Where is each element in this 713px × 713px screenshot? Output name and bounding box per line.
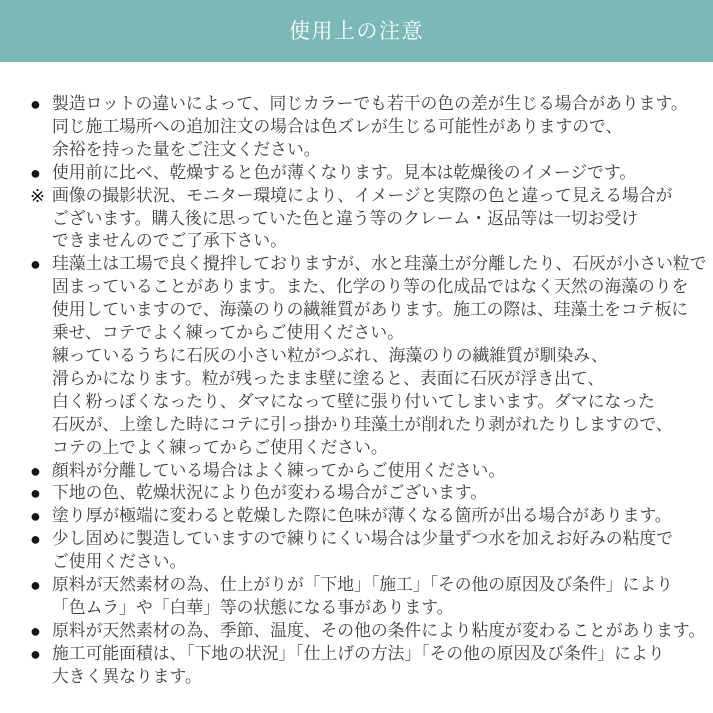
note-line: 珪藻土は工場で良く攪拌しておりますが、水と珪藻土が分離したり、石灰が小さい粒で xyxy=(52,254,707,274)
note-item xyxy=(30,482,713,505)
note-line: できませんのでご了承下さい。 xyxy=(52,231,287,251)
note-item xyxy=(30,528,713,574)
note-line: 少し固めに製造していますので練りにくい場合は少量ずつ水を加えお好みの粘度で xyxy=(52,529,673,549)
note-line: 練っているうちに石灰の小さい粒がつぶれ、海藻のりの繊維質が馴染み、 xyxy=(52,345,608,365)
note-item xyxy=(30,93,713,162)
note-line: 使用前に比べ、乾燥すると色が薄くなります。見本は乾燥後のイメージです。 xyxy=(52,162,637,182)
note-item xyxy=(30,185,713,254)
note-text xyxy=(52,620,713,643)
note-item xyxy=(30,505,713,528)
note-line: 塗り厚が極端に変わると乾燥した際に色味が薄くなる箇所が出る場合があります。 xyxy=(52,506,672,526)
notes-list xyxy=(0,62,713,689)
note-text xyxy=(52,505,713,528)
note-marker: ● xyxy=(30,643,41,664)
note-marker: ● xyxy=(30,575,41,596)
note-text xyxy=(52,482,713,505)
page-title: 使用上の注意 xyxy=(289,19,424,43)
note-item xyxy=(30,620,713,643)
note-marker: ● xyxy=(30,620,41,641)
note-text xyxy=(52,162,713,185)
note-text xyxy=(52,643,713,689)
note-line: 原料が天然素材の為、仕上がりが「下地」「施工」「その他の原因及び条件」により xyxy=(52,575,673,595)
note-line: 「色ムラ」や「白華」等の状態になる事があります。 xyxy=(52,597,454,617)
note-marker: ● xyxy=(30,254,41,275)
note-line: ご使用ください。 xyxy=(52,552,187,572)
note-line: コテの上でよく練ってからご使用ください。 xyxy=(52,437,388,457)
note-line: 原料が天然素材の為、季節、温度、その他の条件により粘度が変わることがあります。 xyxy=(52,620,706,640)
note-marker: ● xyxy=(30,460,41,481)
note-text xyxy=(52,185,713,254)
note-line: 同じ施工場所への追加注文の場合は色ズレが生じる可能性がありますので、 xyxy=(52,116,623,136)
note-text xyxy=(52,253,713,459)
note-line: 大きく異なります。 xyxy=(52,666,202,686)
note-line: 施工可能面積は、「下地の状況」「仕上げの方法」「その他の原因及び条件」により xyxy=(52,643,665,663)
note-item xyxy=(30,162,713,185)
note-text xyxy=(52,93,713,162)
note-line: 乗せ、コテでよく練ってからご使用ください。 xyxy=(52,323,404,343)
note-line: ございます。購入後に思っていた色と違う等のクレーム・返品等は一切お受け xyxy=(52,208,639,228)
note-item xyxy=(30,643,713,689)
note-marker: ※ xyxy=(30,185,46,206)
note-text xyxy=(52,574,713,620)
note-line: 製造ロットの違いによって、同じカラーでも若干の色の差が生じる場合があります。 xyxy=(52,94,688,113)
note-text xyxy=(52,460,713,483)
note-marker: ● xyxy=(30,483,41,504)
note-line: 白く粉っぽくなったり、ダマになって壁に張り付いてしまいます。ダマになった xyxy=(52,391,655,411)
note-line: 余裕を持った量をご注文ください。 xyxy=(52,139,321,159)
note-text xyxy=(52,528,713,574)
note-line: 滑らかになります。粒が残ったまま壁に塗ると、表面に石灰が浮き出て、 xyxy=(52,368,605,388)
note-marker: ● xyxy=(30,94,41,114)
page-header xyxy=(0,0,713,62)
note-line: 下地の色、乾燥状況により色が変わる場合がございます。 xyxy=(52,483,487,503)
note-marker: ● xyxy=(30,506,41,527)
note-line: 石灰が、上塗した時にコテに引っ掛かり珪藻土が削れたり剥がれたりしますので、 xyxy=(52,414,673,434)
note-marker: ● xyxy=(30,162,41,183)
note-marker: ● xyxy=(30,529,41,550)
note-line: 画像の撮影状況、モニター環境により、イメージと実際の色と違って見える場合が xyxy=(52,185,673,205)
note-line: 固まっていることがあります。また、化学のり等の化成品ではなく天然の海藻のりを xyxy=(52,277,689,297)
note-item xyxy=(30,460,713,483)
note-line: 使用していますので、海藻のりの繊維質があります。施工の際は、珪藻土をコテ板に xyxy=(52,300,689,320)
note-line: 顔料が分離している場合はよく練ってからご使用ください。 xyxy=(52,460,506,480)
note-item xyxy=(30,574,713,620)
note-item xyxy=(30,253,713,459)
